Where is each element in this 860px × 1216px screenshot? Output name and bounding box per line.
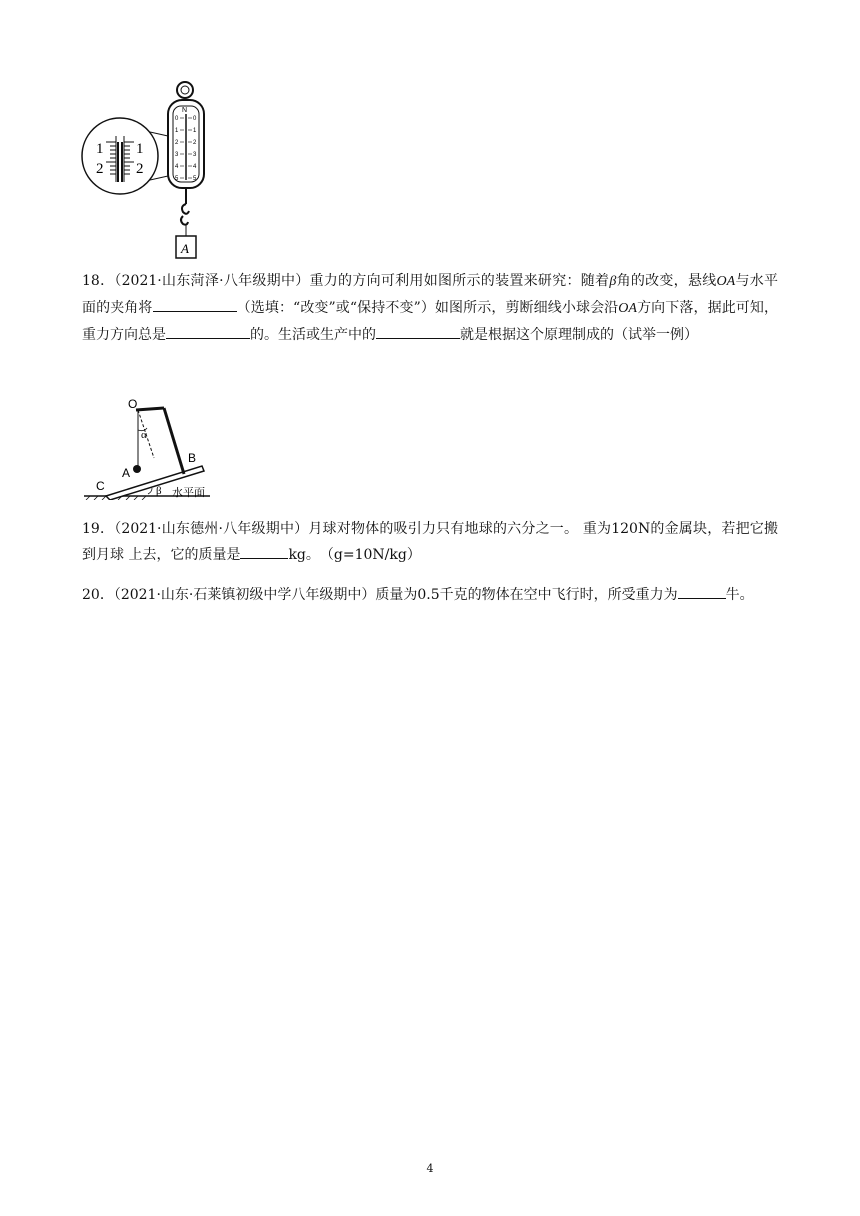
label-alpha: α bbox=[141, 429, 147, 441]
spring-scale-diagram bbox=[80, 76, 230, 262]
q20-blank[interactable] bbox=[678, 584, 726, 599]
scale-tick-right-3: 3 bbox=[193, 152, 197, 158]
scale-tick-left-0: 0 bbox=[175, 116, 179, 122]
q18-text-7: 就是根据这个原理制成的（试举一例） bbox=[460, 327, 698, 343]
q18-blank-2[interactable] bbox=[166, 324, 250, 339]
page-number: 4 bbox=[426, 1162, 434, 1175]
q20-text-2: 牛。 bbox=[725, 587, 754, 603]
q18-text-3: 与水平面的夹角将 bbox=[82, 273, 779, 316]
q18-blank-1[interactable] bbox=[153, 297, 237, 312]
scale-tick-left-4: 4 bbox=[175, 164, 179, 170]
zoom-label-right-2: 2 bbox=[136, 161, 144, 177]
oa-label-1: OA bbox=[716, 274, 736, 289]
label-B: B bbox=[188, 451, 197, 465]
label-horizontal: 水平面 bbox=[172, 486, 205, 499]
scale-unit-label: N bbox=[182, 107, 188, 114]
label-O: O bbox=[128, 397, 138, 411]
scale-tick-left-1: 1 bbox=[175, 128, 179, 134]
label-C: C bbox=[96, 479, 105, 493]
scale-tick-left-5: 5 bbox=[175, 176, 179, 182]
scale-tick-right-2: 2 bbox=[193, 140, 197, 146]
scale-tick-right-1: 1 bbox=[193, 128, 197, 134]
q19-text-1: 19．（2021·山东德州·八年级期中）月球对物体的吸引力只有地球的六分之一。 重为120N的金属块，若把它搬到月球 上去，它的质量是 bbox=[82, 521, 778, 563]
scale-tick-right-5: 5 bbox=[193, 176, 197, 182]
q20-text-1: 20．（2021·山东·石莱镇初级中学八年级期中）质量为0.5千克的物体在空中飞行时，所受重力为 bbox=[82, 587, 678, 603]
q19-text-2: kg。 （g=10N/kg） bbox=[288, 547, 421, 563]
label-beta: β bbox=[156, 485, 162, 497]
zoom-label-right-1: 1 bbox=[136, 141, 144, 157]
question-20 bbox=[82, 582, 778, 608]
spring-scale-figure bbox=[80, 76, 230, 262]
q18-text-4: （选填：“改变”或“保持不变”）如图所示，剪断细线小球会沿 bbox=[236, 300, 619, 316]
q19-blank[interactable] bbox=[240, 544, 288, 559]
q18-blank-3[interactable] bbox=[376, 324, 460, 339]
beta-symbol: β bbox=[609, 274, 617, 289]
zoom-label-left-1: 1 bbox=[96, 141, 104, 157]
q18-text-6: 的。生活或生产中的 bbox=[250, 327, 376, 343]
scale-tick-left-2: 2 bbox=[175, 140, 179, 146]
scale-tick-right-0: 0 bbox=[193, 116, 197, 122]
q18-text-5: 方向下落，据此可知，重力方向总是 bbox=[82, 300, 779, 343]
incline-diagram bbox=[82, 396, 222, 500]
question-18 bbox=[82, 268, 778, 348]
oa-label-2: OA bbox=[618, 301, 637, 316]
q18-text-1: 18．（2021·山东菏泽·八年级期中）重力的方向可利用如图所示的装置来研究：随着 bbox=[82, 273, 610, 289]
scale-tick-left-3: 3 bbox=[175, 152, 179, 158]
weight-label: A bbox=[181, 241, 189, 256]
label-A: A bbox=[122, 466, 131, 480]
zoom-label-left-2: 2 bbox=[96, 161, 104, 177]
q18-text-2: 角的改变，悬线 bbox=[616, 273, 717, 289]
incline-figure bbox=[82, 396, 222, 500]
question-19 bbox=[82, 516, 778, 568]
scale-tick-right-4: 4 bbox=[193, 164, 197, 170]
